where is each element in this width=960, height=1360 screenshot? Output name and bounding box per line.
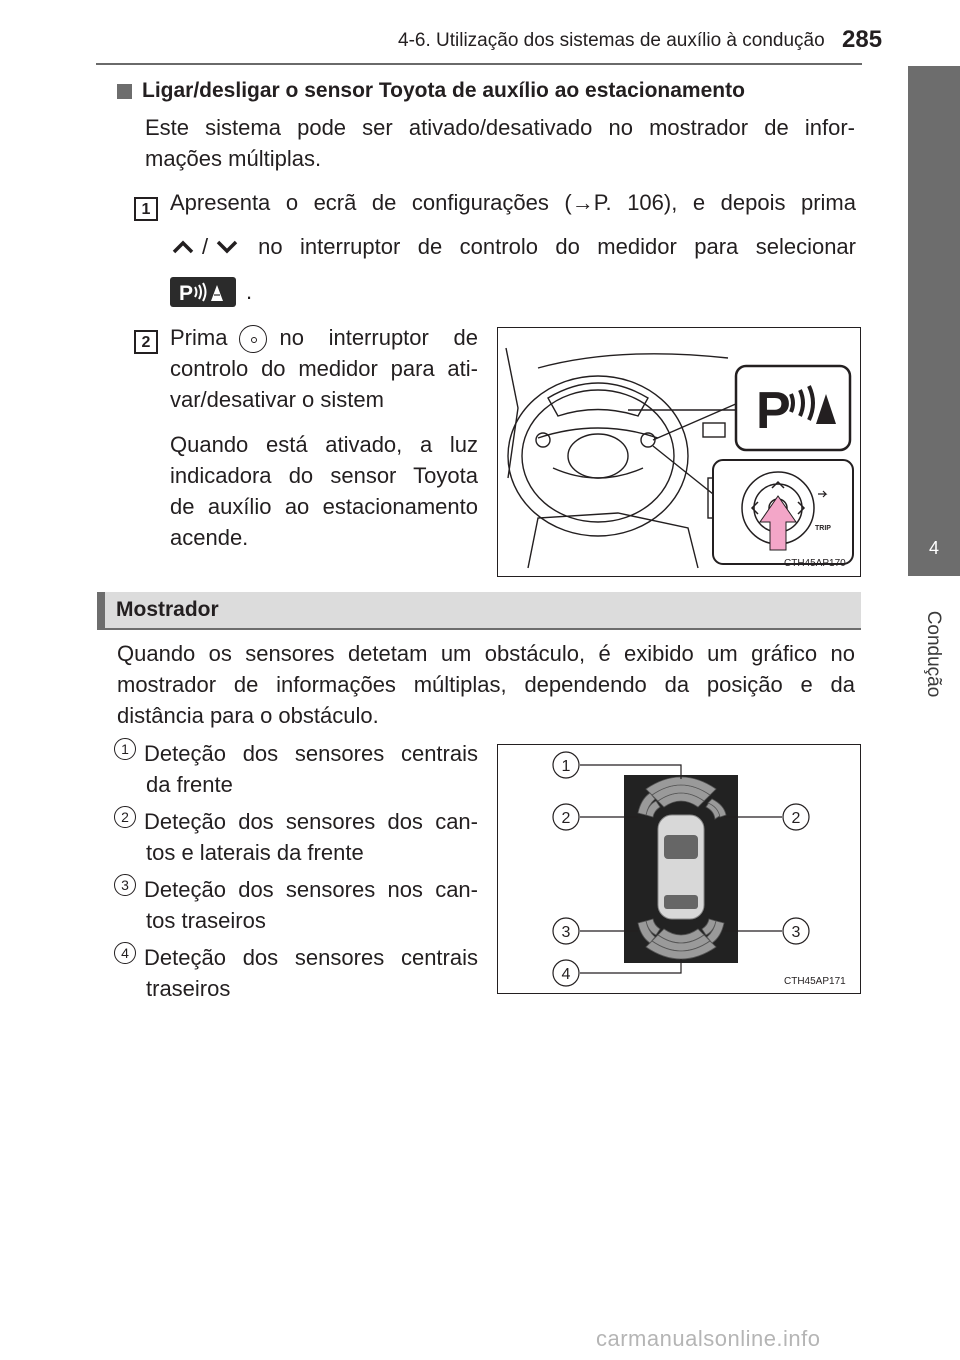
list-item-line-2: traseiros [146,976,231,1001]
figure-1-code: CTH45AP170 [784,558,846,569]
step-2-line-2: controlo do medidor para ati- [170,356,478,382]
display-line-3: distância para o obstáculo. [117,703,379,728]
dashboard-illustration [497,327,861,577]
list-item [114,806,478,868]
step-2-note-2: indicadora do sensor Toyota [170,463,478,489]
svg-text:P: P [179,282,194,303]
chapter-label: Condução [923,610,944,698]
list-item-line-2: da frente [146,772,233,797]
callout-2-right: 2 [791,810,801,827]
step-2-line-1 [170,322,478,353]
callout-4: 4 [561,966,571,983]
running-header: 4-6. Utilização dos sistemas de auxílio à condução [398,30,825,51]
list-item-line-2: tos e laterais da frente [146,840,364,865]
chapter-number: 4 [928,538,939,558]
display-line-1: Quando os sensores detetam um obstáculo, é exibido um gráfico no [117,641,855,666]
list-item-line-1: Deteção dos sensores centrais [144,945,478,970]
display-line-2: mostrador de informações múltiplas, dependendo da posição e da [117,672,855,697]
callout-3-right: 3 [791,924,801,941]
intro-line-1: Este sistema pode ser ativado/desativado no mostrador de infor- [145,115,855,140]
intro-paragraph [145,112,855,174]
step-2-note-4: acende. [170,525,249,551]
list-item [114,874,478,936]
step-2-badge: 2 [134,330,158,354]
chapter-tab [908,66,960,498]
step-2-note-1: Quando está ativado, a luz [170,432,478,458]
list-item [114,942,478,1004]
display-paragraph [117,638,855,731]
parking-sensor-icon [170,277,236,307]
watermark-link[interactable]: carmanualsonline.info [596,1326,821,1351]
step-1-line-2-text: no interruptor de controlo do medidor para selecionar [258,234,856,259]
step-2-line-3: var/desativar o sistem [170,387,384,413]
step-1-line-3 [170,277,252,307]
chevron-down-icon [214,238,240,256]
callout-3-left: 3 [561,924,571,941]
callout-2-left: 2 [561,810,571,827]
step-2-note-3: de auxílio ao estacionamento [170,494,478,520]
list-number: 3 [114,874,136,896]
step-2-line-1-rest: no interruptor de [279,325,478,350]
step-2-text [170,322,478,553]
list-item-line-1: Deteção dos sensores dos can- [144,809,478,834]
list-number: 1 [114,738,136,760]
header-rule [96,63,862,65]
list-number: 4 [114,942,136,964]
callout-1: 1 [561,758,571,775]
section-bullet-icon [117,84,132,99]
list-item-line-2: tos traseiros [146,908,266,933]
step-1-period: . [246,279,253,304]
intro-line-2: mações múltiplas. [145,146,322,171]
list-item-line-1: Deteção dos sensores centrais [144,741,478,766]
figure-2-code: CTH45AP171 [784,976,846,987]
step-1-line-1: Apresenta o ecrã de configurações (→P. 106), e depois prima [170,190,856,215]
step-2-prefix: Prima [170,325,228,350]
ok-button-icon [239,325,267,353]
list-number: 2 [114,806,136,828]
subsection-title: Mostrador [116,598,219,621]
step-1-badge: 1 [134,197,158,221]
chapter-tab-lower [908,498,960,576]
list-item-line-1: Deteção dos sensores nos can- [144,877,478,902]
detection-list [114,738,478,1010]
chevron-up-icon [170,238,196,256]
switch-label: TRIP [815,525,831,532]
page-number: 285 [842,26,883,53]
step-1-line-2 [170,234,856,260]
sensor-display-diagram [497,744,861,994]
list-item [114,738,478,800]
section-title: Ligar/desligar o sensor Toyota de auxílio ao estacionamento [142,79,745,102]
svg-text:P: P [756,382,791,440]
chevron-separator: / [202,234,209,259]
